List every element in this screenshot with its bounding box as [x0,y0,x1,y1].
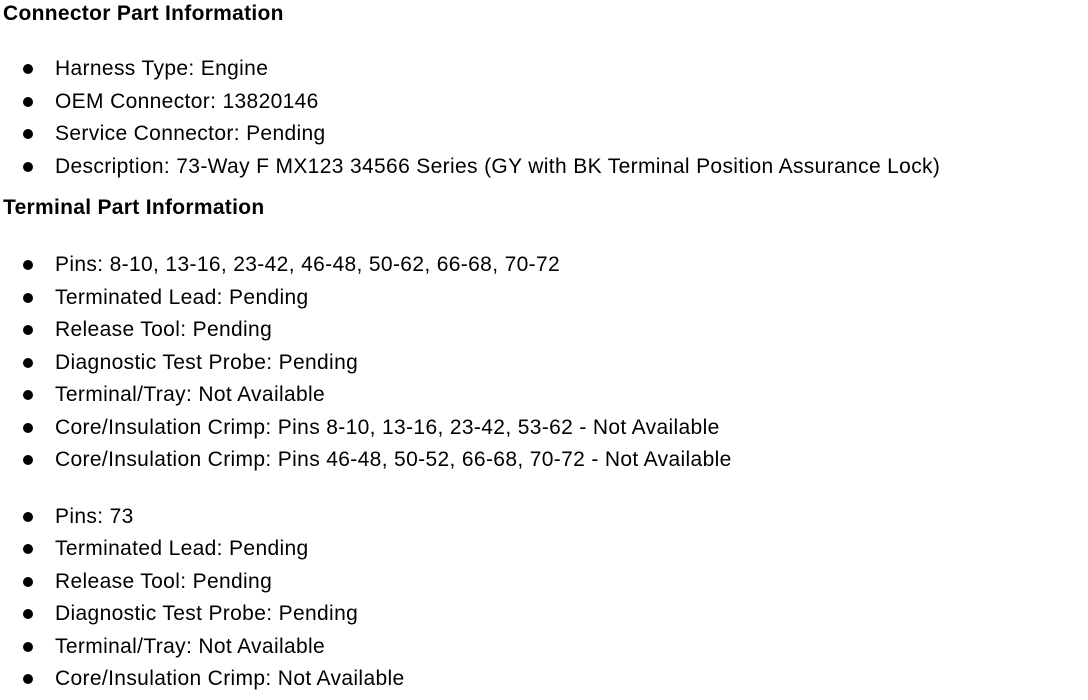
list-item-text: OEM Connector: 13820146 [55,89,319,113]
list-item-text: Service Connector: Pending [55,122,326,146]
list-item-text: Description: 73-Way F MX123 34566 Series (GY with BK Terminal Position Assurance Lock) [55,154,941,178]
bullet-icon [23,577,33,587]
list-item-text: Core/Insulation Crimp: Pins 8-10, 13-16, 23-42, 53-62 - Not Available [55,415,720,439]
bullet-icon [23,325,33,335]
list-item-core-insulation-crimp-1 [0,412,1088,445]
bullet-icon [23,260,33,270]
bullet-icon [23,162,33,172]
terminal-info-list-group-2 [0,501,1088,696]
list-item-text: Diagnostic Test Probe: Pending [55,602,359,626]
list-item-terminated-lead [0,533,1088,566]
list-item-core-insulation-crimp-2 [0,444,1088,477]
list-item-text: Terminal/Tray: Not Available [55,634,326,658]
bullet-icon [23,674,33,684]
terminal-part-information-heading: Terminal Part Information [3,196,265,219]
list-item-harness-type [0,53,1088,86]
list-item-text: Core/Insulation Crimp: Pins 46-48, 50-52, 66-68, 70-72 - Not Available [55,448,732,472]
list-item-diagnostic-test-probe [0,598,1088,631]
list-item-text: Terminated Lead: Pending [55,537,309,561]
list-item-release-tool [0,314,1088,347]
bullet-icon [23,455,33,465]
bullet-icon [23,129,33,139]
list-item-description [0,151,1088,184]
bullet-icon [23,423,33,433]
bullet-icon [23,512,33,522]
list-item-core-insulation-crimp [0,663,1088,696]
list-item-text: Pins: 73 [55,504,134,528]
bullet-icon [23,358,33,368]
list-item-text: Release Tool: Pending [55,318,273,342]
list-item-pins [0,501,1088,534]
list-item-release-tool [0,566,1088,599]
bullet-icon [23,544,33,554]
list-item-text: Pins: 8-10, 13-16, 23-42, 46-48, 50-62, 66-68, 70-72 [55,253,561,277]
list-item-pins [0,249,1088,282]
bullet-icon [23,293,33,303]
list-item-service-connector [0,118,1088,151]
bullet-icon [23,642,33,652]
list-item-text: Harness Type: Engine [55,57,269,81]
list-item-text: Terminated Lead: Pending [55,285,309,309]
list-item-text: Core/Insulation Crimp: Not Available [55,667,405,691]
list-item-text: Release Tool: Pending [55,569,273,593]
list-item-text: Diagnostic Test Probe: Pending [55,350,359,374]
list-item-text: Terminal/Tray: Not Available [55,383,326,407]
list-item-oem-connector [0,86,1088,119]
bullet-icon [23,609,33,619]
list-item-terminated-lead [0,282,1088,315]
list-item-terminal-tray [0,631,1088,664]
terminal-info-list-group-1 [0,249,1088,477]
list-item-diagnostic-test-probe [0,347,1088,380]
list-item-terminal-tray [0,379,1088,412]
bullet-icon [23,97,33,107]
part-information-document [0,2,1088,696]
connector-info-list [0,53,1088,183]
bullet-icon [23,64,33,74]
bullet-icon [23,390,33,400]
connector-part-information-heading: Connector Part Information [3,2,284,25]
